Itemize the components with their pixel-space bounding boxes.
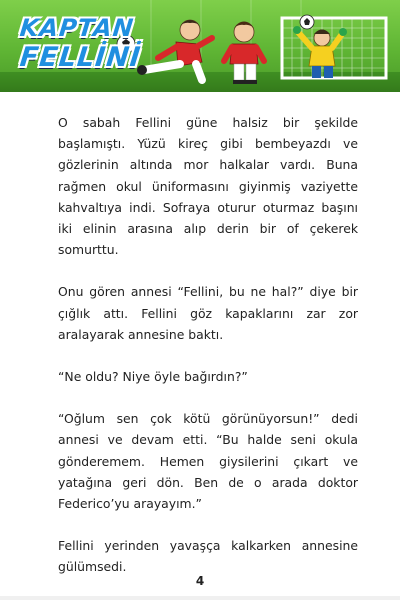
book-logo	[18, 14, 143, 78]
story-paragraph: Fellini yerinden yavaşça kalkarken annesine gülümsedi.	[58, 538, 358, 575]
logo-line-2: FELLİNİ	[18, 42, 143, 73]
story-paragraph: Onu gören annesi “Fellini, bu ne hal?” diye bir çığlık attı. Fellini göz kapaklarını zar zor aralayarak annesine baktı.	[58, 284, 358, 342]
logo-line-1: KAPTAN	[18, 14, 136, 42]
header-banner	[0, 0, 400, 92]
standing-player-character-icon	[224, 22, 264, 85]
story-text	[58, 112, 358, 599]
story-paragraph: “Ne oldu? Niye öyle bağırdın?”	[58, 369, 248, 385]
soccer-ball-icon	[300, 15, 314, 29]
page-bottom-edge	[0, 596, 400, 600]
goalkeeper-character-icon	[293, 26, 347, 78]
kicking-player-character-icon	[137, 20, 212, 80]
page-number: 4	[195, 574, 205, 588]
story-paragraph: O sabah Fellini güne halsiz bir şekilde başlamıştı. Yüzü kireç gibi bembeyazdı ve gözlerinin altında mor halkalar vardı. Buna rağmen okul üniformasını giyinmiş vaziyette kahvaltıya indi. Sofraya oturur oturmaz başını iki elinin arasına alıp derin bir of çekerek somurttu.	[58, 115, 358, 258]
story-paragraph: “Oğlum sen çok kötü görünüyorsun!” dedi annesi ve devam etti. “Bu halde seni okula gönderemem. Hemen giysilerini çıkart ve yatağına geri dön. Ben de o arada doktor Federico’yu arayayım.”	[58, 411, 358, 512]
